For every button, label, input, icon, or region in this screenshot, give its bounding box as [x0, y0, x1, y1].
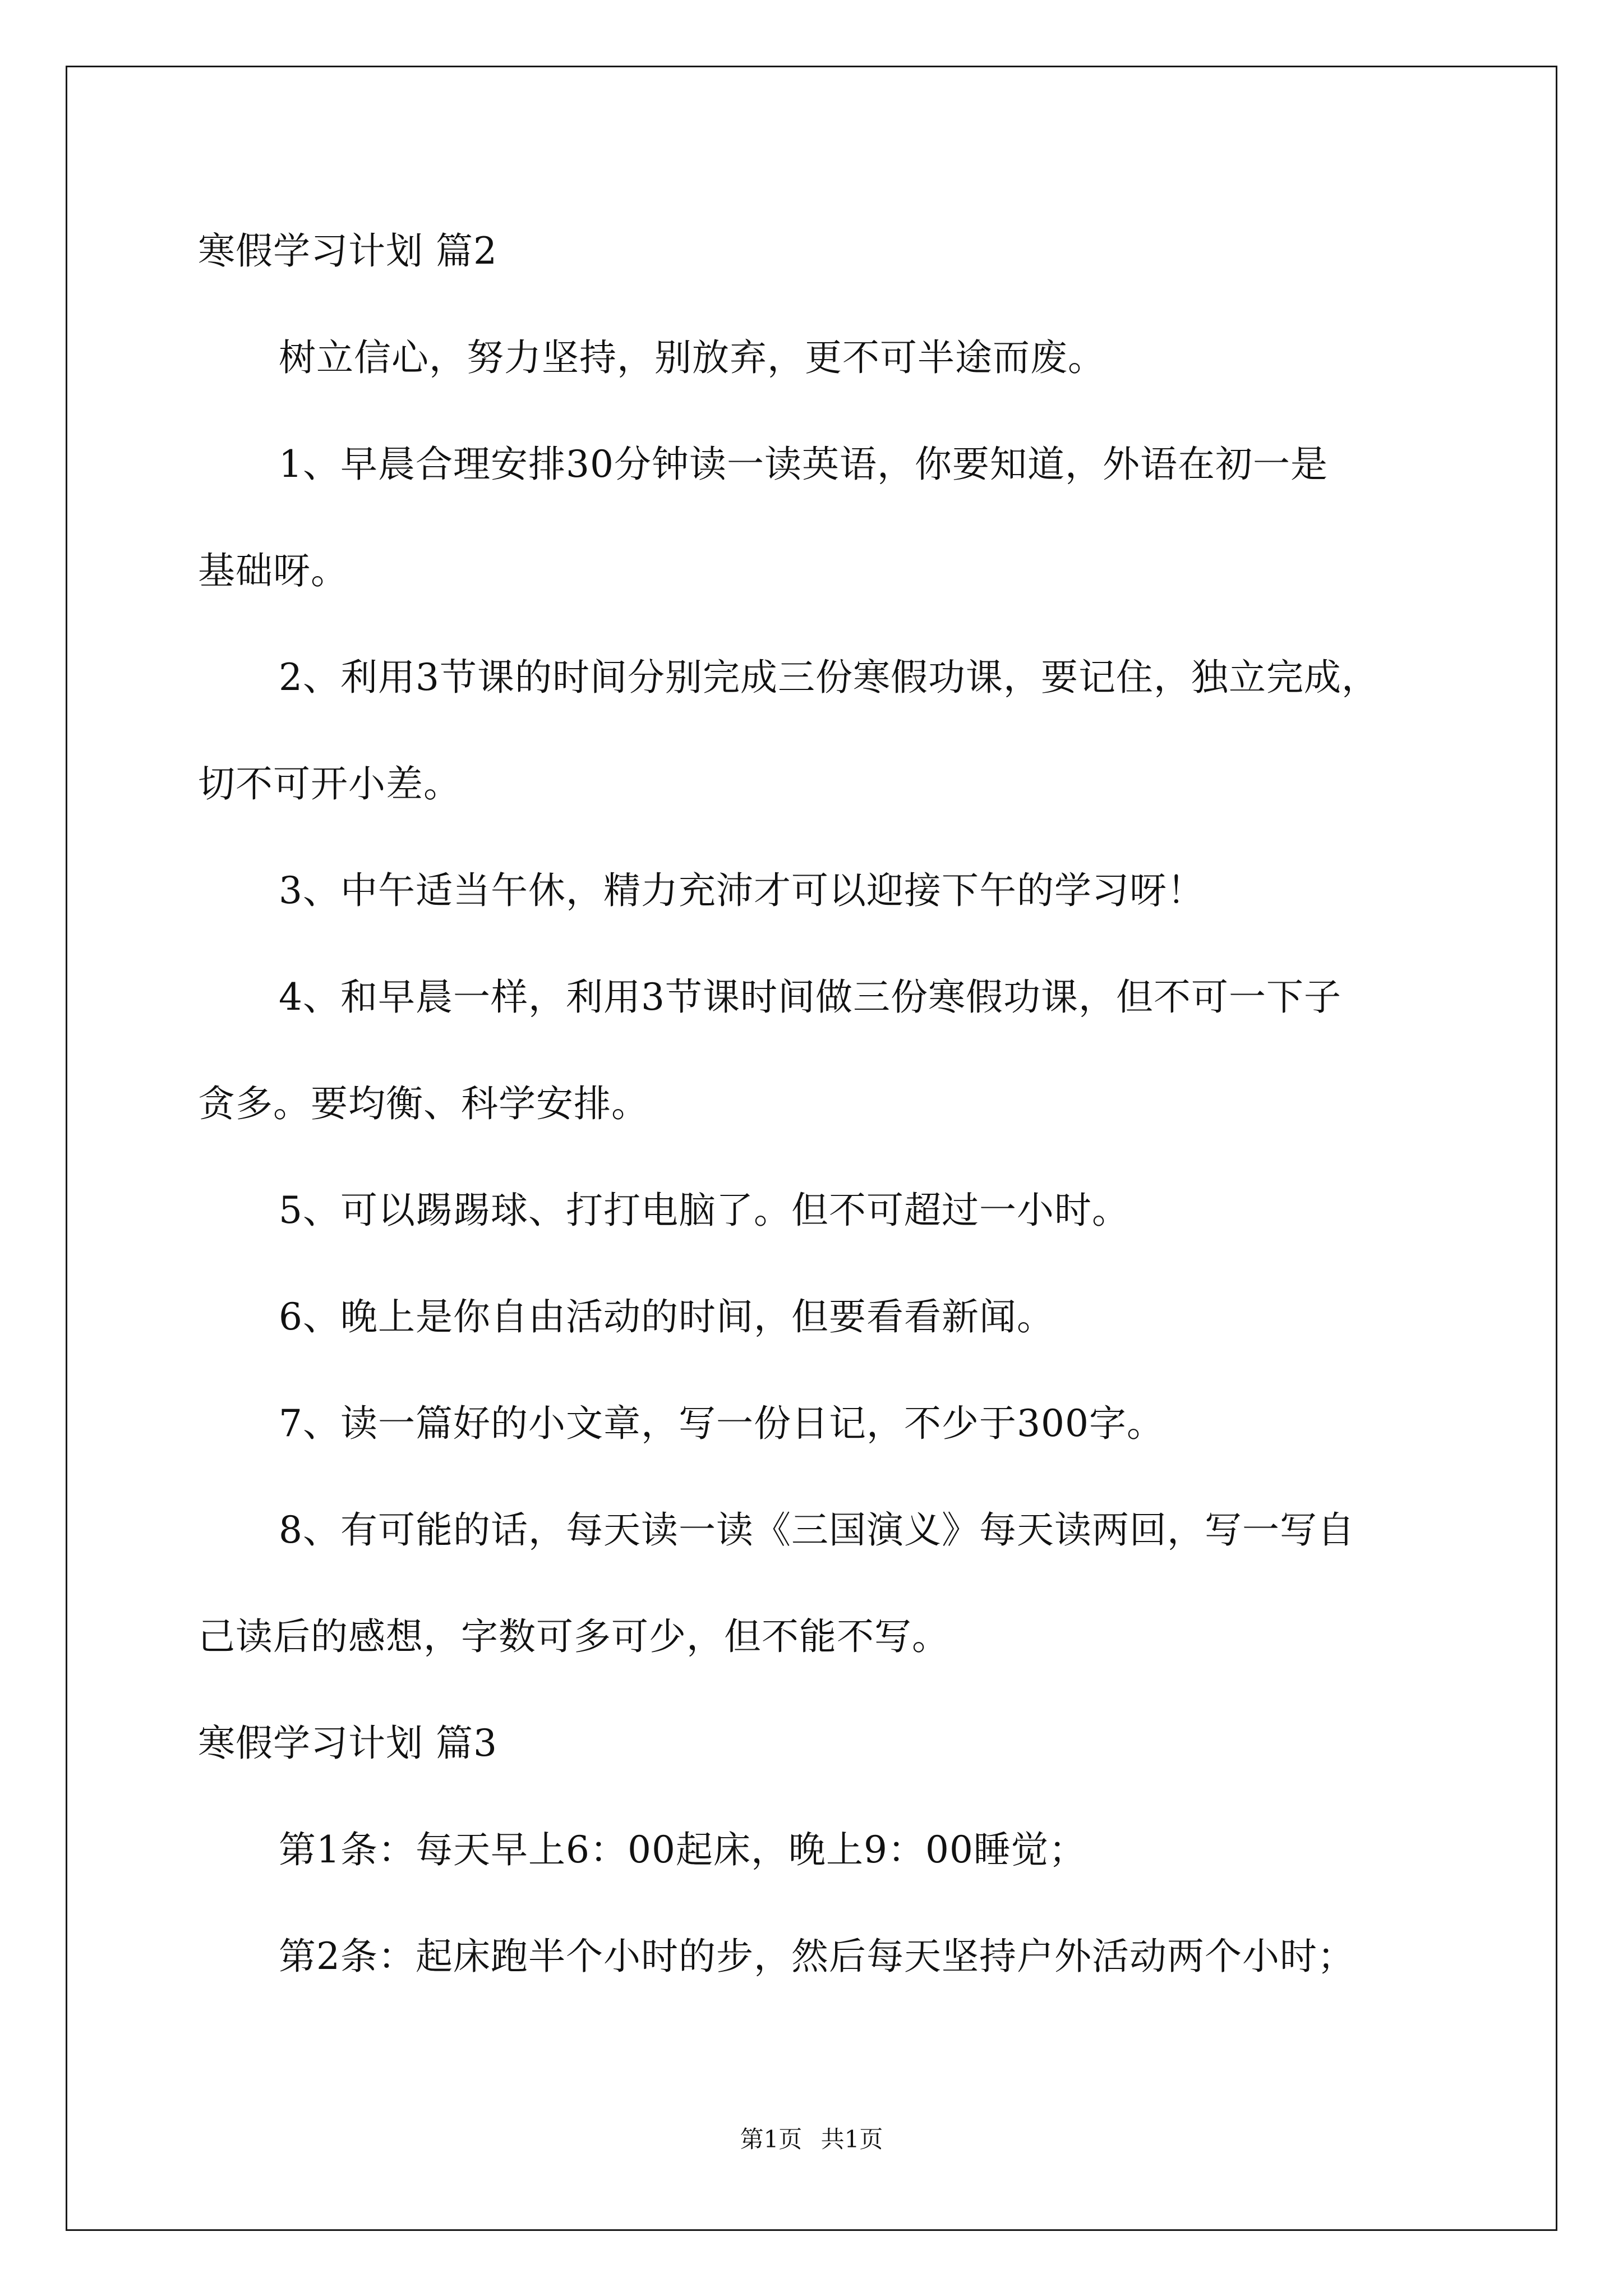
- paragraph-line: 5、可以踢踢球、打打电脑了。但不可超过一小时。: [279, 1189, 1129, 1232]
- page-number: 第1页: [740, 2125, 803, 2153]
- paragraph-line: 1、早晨合理安排30分钟读一读英语，你要知道，外语在初一是: [279, 443, 1328, 486]
- page-border: [66, 66, 1557, 2231]
- paragraph-line: 8、有可能的话，每天读一读《三国演义》每天读两回，写一写自: [279, 1508, 1355, 1552]
- paragraph-line: 贪多。要均衡、科学安排。: [198, 1082, 649, 1125]
- paragraph-line: 4、和早晨一样，利用3节课时间做三份寒假功课，但不可一下子: [279, 976, 1341, 1019]
- paragraph-line: 2、利用3节课的时间分别完成三份寒假功课，要记住，独立完成，: [279, 656, 1379, 699]
- paragraph-line: 7、读一篇好的小文章，写一份日记，不少于300字。: [279, 1402, 1164, 1445]
- page-total: 共1页: [820, 2125, 883, 2153]
- paragraph-line: 树立信心，努力坚持，别放弃，更不可半途而废。: [279, 336, 1105, 379]
- paragraph-line: 第1条：每天早上6：00起床，晚上9：00睡觉；: [279, 1828, 1086, 1871]
- paragraph-line: 切不可开小差。: [198, 762, 461, 806]
- page-footer: [0, 2125, 1623, 2154]
- section-heading: 寒假学习计划 篇3: [198, 1722, 497, 1765]
- section-heading: 寒假学习计划 篇2: [198, 229, 497, 273]
- paragraph-line: 基础呀。: [198, 549, 348, 592]
- paragraph-line: 3、中午适当午休，精力充沛才可以迎接下午的学习呀！: [279, 869, 1205, 912]
- paragraph-line: 6、晚上是你自由活动的时间，但要看看新闻。: [279, 1295, 1054, 1338]
- paragraph-line: 第2条：起床跑半个小时的步，然后每天坚持户外活动两个小时；: [279, 1935, 1355, 1978]
- paragraph-line: 己读后的感想，字数可多可少，但不能不写。: [198, 1615, 949, 1658]
